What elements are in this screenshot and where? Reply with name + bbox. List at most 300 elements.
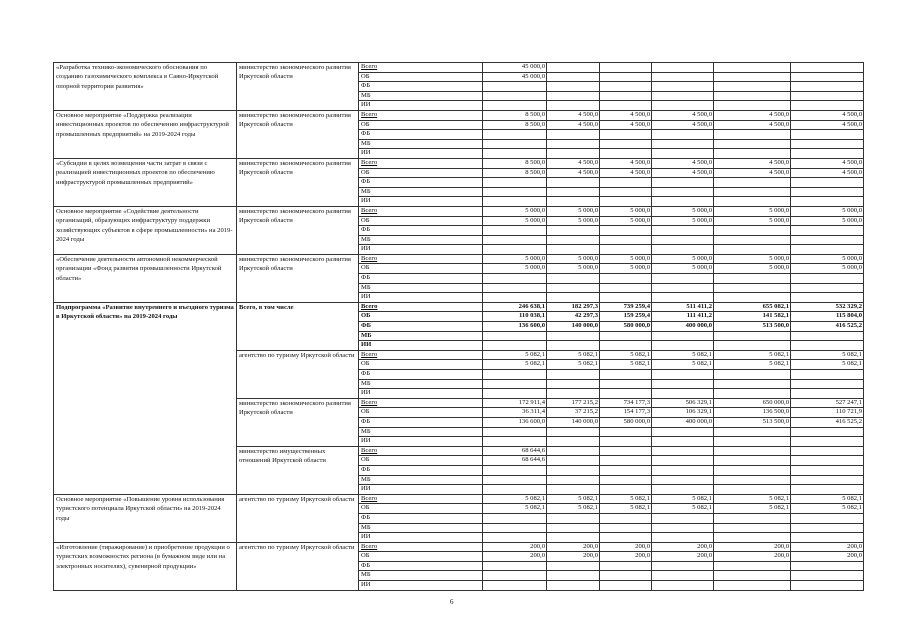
amount-cell	[791, 91, 864, 101]
amount-cell	[714, 149, 791, 159]
amount-cell	[791, 379, 864, 389]
amount-cell	[483, 82, 547, 92]
amount-cell	[714, 485, 791, 495]
amount-cell	[791, 293, 864, 303]
amount-cell	[714, 101, 791, 111]
executor-cell: агентство по туризму Иркутской области	[237, 494, 359, 542]
funding-source-cell: МБ	[359, 571, 483, 581]
amount-cell	[714, 379, 791, 389]
funding-source-cell: Всего	[359, 110, 483, 120]
amount-cell	[714, 197, 791, 207]
amount-cell	[791, 513, 864, 523]
amount-cell	[714, 91, 791, 101]
amount-cell	[791, 427, 864, 437]
amount-cell	[547, 341, 600, 351]
amount-cell	[547, 456, 600, 466]
executor-cell: министерство экономического развития Иркутской области	[237, 206, 359, 254]
amount-cell: 5 000,0	[714, 206, 791, 216]
amount-cell: 141 582,1	[714, 312, 791, 322]
amount-cell: 5 000,0	[600, 264, 652, 274]
executor-cell: Всего, в том числе	[237, 302, 359, 350]
amount-cell: 5 000,0	[652, 264, 714, 274]
amount-cell: 5 082,1	[600, 504, 652, 514]
amount-cell: 5 082,1	[714, 350, 791, 360]
activity-description: «Обеспечение деятельности автономной некоммерческой организации «Фонд развития промышленности Иркутской области»	[54, 254, 237, 302]
table-body	[54, 63, 864, 591]
amount-cell: 200,0	[483, 542, 547, 552]
amount-cell	[483, 561, 547, 571]
amount-cell: 4 500,0	[791, 168, 864, 178]
funding-source-cell: ФБ	[359, 561, 483, 571]
funding-source-cell: ОБ	[359, 552, 483, 562]
amount-cell: 5 000,0	[714, 264, 791, 274]
amount-cell: 400 000,0	[652, 322, 714, 332]
amount-cell	[714, 235, 791, 245]
amount-cell: 4 500,0	[652, 110, 714, 120]
amount-cell	[547, 437, 600, 447]
amount-cell	[652, 341, 714, 351]
amount-cell	[483, 389, 547, 399]
amount-cell: 655 082,1	[714, 302, 791, 312]
amount-cell	[547, 533, 600, 543]
amount-cell	[791, 571, 864, 581]
amount-cell: 37 215,2	[547, 408, 600, 418]
amount-cell	[483, 523, 547, 533]
table-row	[54, 302, 864, 312]
funding-source-cell: МБ	[359, 475, 483, 485]
amount-cell	[652, 379, 714, 389]
amount-cell	[714, 513, 791, 523]
activity-description: Основное мероприятие «Повышение уровня использования туристского потенциала Иркутской области» на 2019-2024 годы	[54, 494, 237, 542]
funding-source-cell: ИИ	[359, 533, 483, 543]
table-row	[54, 542, 864, 552]
amount-cell	[652, 437, 714, 447]
amount-cell	[652, 283, 714, 293]
amount-cell	[547, 523, 600, 533]
amount-cell: 5 000,0	[652, 254, 714, 264]
amount-cell	[600, 427, 652, 437]
funding-source-cell: ФБ	[359, 226, 483, 236]
amount-cell: 5 082,1	[791, 504, 864, 514]
amount-cell	[600, 475, 652, 485]
funding-source-cell: ИИ	[359, 197, 483, 207]
funding-source-cell: Всего	[359, 63, 483, 73]
amount-cell	[483, 139, 547, 149]
amount-cell	[652, 513, 714, 523]
amount-cell	[600, 389, 652, 399]
amount-cell: 4 500,0	[791, 110, 864, 120]
amount-cell	[714, 139, 791, 149]
amount-cell	[791, 197, 864, 207]
funding-source-cell: МБ	[359, 91, 483, 101]
amount-cell: 5 082,1	[600, 350, 652, 360]
funding-source-cell: ИИ	[359, 101, 483, 111]
amount-cell: 200,0	[547, 542, 600, 552]
funding-source-cell: ОБ	[359, 456, 483, 466]
amount-cell	[791, 485, 864, 495]
amount-cell	[714, 72, 791, 82]
amount-cell: 5 082,1	[547, 494, 600, 504]
amount-cell: 172 911,4	[483, 398, 547, 408]
amount-cell	[547, 571, 600, 581]
funding-source-cell: ФБ	[359, 513, 483, 523]
amount-cell	[483, 437, 547, 447]
amount-cell	[652, 187, 714, 197]
amount-cell: 8 500,0	[483, 168, 547, 178]
amount-cell	[547, 513, 600, 523]
amount-cell	[547, 101, 600, 111]
executor-cell: агентство по туризму Иркутской области	[237, 350, 359, 398]
amount-cell	[547, 245, 600, 255]
amount-cell: 5 082,1	[483, 350, 547, 360]
amount-cell	[483, 101, 547, 111]
amount-cell: 106 329,1	[652, 408, 714, 418]
amount-cell	[652, 274, 714, 284]
amount-cell	[547, 379, 600, 389]
amount-cell: 5 082,1	[547, 350, 600, 360]
funding-source-cell: ИИ	[359, 341, 483, 351]
amount-cell: 4 500,0	[791, 120, 864, 130]
amount-cell	[600, 370, 652, 380]
amount-cell	[652, 485, 714, 495]
amount-cell	[547, 475, 600, 485]
funding-source-cell: Всего	[359, 158, 483, 168]
amount-cell	[547, 82, 600, 92]
amount-cell	[483, 370, 547, 380]
executor-cell: министерство экономического развития Иркутской области	[237, 110, 359, 158]
amount-cell: 200,0	[714, 542, 791, 552]
amount-cell	[547, 581, 600, 591]
amount-cell: 200,0	[791, 542, 864, 552]
amount-cell	[483, 341, 547, 351]
funding-source-cell: Всего	[359, 206, 483, 216]
amount-cell	[791, 139, 864, 149]
amount-cell	[791, 389, 864, 399]
amount-cell: 532 329,2	[791, 302, 864, 312]
amount-cell: 4 500,0	[652, 120, 714, 130]
amount-cell: 650 000,0	[714, 398, 791, 408]
amount-cell: 5 082,1	[791, 350, 864, 360]
activity-description: «Изготовление (тиражирование) и приобретение продукции о туристских возможностях региона (в бумажном виде или на электронных носителях), сувенирной продукции»	[54, 542, 237, 590]
funding-source-cell: Всего	[359, 302, 483, 312]
funding-source-cell: ОБ	[359, 360, 483, 370]
amount-cell: 136 500,0	[714, 408, 791, 418]
table-row	[54, 158, 864, 168]
executor-cell: министерство экономического развития Иркутской области	[237, 254, 359, 302]
amount-cell	[600, 274, 652, 284]
amount-cell	[600, 178, 652, 188]
amount-cell: 140 000,0	[547, 322, 600, 332]
funding-source-cell: Всего	[359, 398, 483, 408]
amount-cell	[791, 235, 864, 245]
funding-source-cell: МБ	[359, 283, 483, 293]
amount-cell	[714, 475, 791, 485]
amount-cell	[483, 475, 547, 485]
amount-cell	[483, 571, 547, 581]
amount-cell: 4 500,0	[714, 168, 791, 178]
funding-source-cell: МБ	[359, 139, 483, 149]
activity-description: Основное мероприятие «Поддержка реализации инвестиционных проектов по обеспечению инфраструктурой промышленных предприятий» на 2019-2024 годы	[54, 110, 237, 158]
funding-source-cell: ИИ	[359, 149, 483, 159]
amount-cell	[600, 341, 652, 351]
amount-cell: 4 500,0	[714, 110, 791, 120]
amount-cell: 200,0	[791, 552, 864, 562]
amount-cell	[652, 389, 714, 399]
amount-cell: 5 000,0	[600, 216, 652, 226]
amount-cell: 8 500,0	[483, 120, 547, 130]
amount-cell: 5 082,1	[600, 494, 652, 504]
funding-source-cell: Всего	[359, 350, 483, 360]
amount-cell: 177 215,2	[547, 398, 600, 408]
amount-cell	[600, 149, 652, 159]
amount-cell: 5 000,0	[652, 206, 714, 216]
amount-cell: 42 297,3	[547, 312, 600, 322]
amount-cell: 5 082,1	[547, 360, 600, 370]
amount-cell	[652, 561, 714, 571]
amount-cell: 4 500,0	[547, 110, 600, 120]
amount-cell	[547, 283, 600, 293]
amount-cell	[714, 437, 791, 447]
amount-cell: 5 000,0	[791, 206, 864, 216]
amount-cell	[547, 485, 600, 495]
amount-cell: 4 500,0	[600, 158, 652, 168]
amount-cell	[714, 571, 791, 581]
amount-cell	[714, 331, 791, 341]
amount-cell	[791, 523, 864, 533]
amount-cell	[714, 187, 791, 197]
funding-source-cell: ОБ	[359, 168, 483, 178]
amount-cell	[652, 245, 714, 255]
amount-cell	[652, 581, 714, 591]
amount-cell	[714, 130, 791, 140]
amount-cell	[652, 331, 714, 341]
amount-cell	[600, 523, 652, 533]
executor-cell: министерство экономического развития Иркутской области	[237, 63, 359, 111]
amount-cell	[652, 465, 714, 475]
amount-cell	[652, 370, 714, 380]
amount-cell	[600, 465, 652, 475]
amount-cell: 68 644,6	[483, 446, 547, 456]
amount-cell	[714, 389, 791, 399]
amount-cell	[714, 533, 791, 543]
amount-cell	[600, 82, 652, 92]
amount-cell	[600, 456, 652, 466]
amount-cell: 513 500,0	[714, 322, 791, 332]
amount-cell: 5 000,0	[652, 216, 714, 226]
amount-cell: 200,0	[483, 552, 547, 562]
amount-cell	[547, 149, 600, 159]
funding-source-cell: ФБ	[359, 322, 483, 332]
funding-source-cell: ОБ	[359, 408, 483, 418]
amount-cell	[791, 72, 864, 82]
amount-cell	[714, 63, 791, 73]
amount-cell	[600, 72, 652, 82]
amount-cell	[547, 139, 600, 149]
amount-cell: 416 525,2	[791, 322, 864, 332]
amount-cell	[547, 178, 600, 188]
amount-cell	[652, 571, 714, 581]
amount-cell	[483, 178, 547, 188]
amount-cell	[652, 149, 714, 159]
amount-cell: 115 804,0	[791, 312, 864, 322]
amount-cell: 4 500,0	[547, 168, 600, 178]
amount-cell	[547, 130, 600, 140]
amount-cell: 4 500,0	[600, 110, 652, 120]
funding-source-cell: ИИ	[359, 293, 483, 303]
funding-source-cell: ОБ	[359, 312, 483, 322]
amount-cell	[652, 226, 714, 236]
funding-source-cell: ФБ	[359, 370, 483, 380]
funding-source-cell: Всего	[359, 446, 483, 456]
amount-cell	[600, 187, 652, 197]
amount-cell	[791, 178, 864, 188]
amount-cell	[547, 331, 600, 341]
amount-cell	[791, 475, 864, 485]
amount-cell: 200,0	[547, 552, 600, 562]
amount-cell: 110 721,9	[791, 408, 864, 418]
amount-cell: 5 082,1	[652, 350, 714, 360]
amount-cell	[547, 465, 600, 475]
amount-cell	[714, 82, 791, 92]
amount-cell: 5 082,1	[714, 504, 791, 514]
amount-cell	[483, 331, 547, 341]
amount-cell: 4 500,0	[714, 120, 791, 130]
funding-source-cell: МБ	[359, 523, 483, 533]
amount-cell: 36 311,4	[483, 408, 547, 418]
amount-cell	[714, 178, 791, 188]
amount-cell	[714, 274, 791, 284]
amount-cell	[600, 139, 652, 149]
amount-cell	[547, 197, 600, 207]
amount-cell: 5 082,1	[791, 494, 864, 504]
amount-cell	[652, 63, 714, 73]
amount-cell: 5 000,0	[547, 254, 600, 264]
amount-cell: 5 082,1	[652, 504, 714, 514]
amount-cell	[483, 379, 547, 389]
amount-cell	[600, 561, 652, 571]
amount-cell	[791, 437, 864, 447]
amount-cell	[600, 485, 652, 495]
amount-cell: 200,0	[652, 552, 714, 562]
funding-source-cell: ИИ	[359, 389, 483, 399]
amount-cell: 5 082,1	[791, 360, 864, 370]
amount-cell: 5 000,0	[791, 264, 864, 274]
table-row	[54, 494, 864, 504]
amount-cell: 5 000,0	[714, 216, 791, 226]
amount-cell	[791, 245, 864, 255]
amount-cell: 506 329,1	[652, 398, 714, 408]
funding-source-cell: ИИ	[359, 245, 483, 255]
amount-cell: 246 638,1	[483, 302, 547, 312]
amount-cell	[791, 370, 864, 380]
amount-cell	[652, 91, 714, 101]
amount-cell	[714, 283, 791, 293]
amount-cell	[791, 331, 864, 341]
amount-cell: 140 000,0	[547, 417, 600, 427]
amount-cell: 8 500,0	[483, 158, 547, 168]
funding-source-cell: Всего	[359, 494, 483, 504]
amount-cell: 5 082,1	[652, 494, 714, 504]
amount-cell	[483, 226, 547, 236]
amount-cell	[547, 370, 600, 380]
amount-cell	[791, 341, 864, 351]
amount-cell	[600, 437, 652, 447]
funding-source-cell: МБ	[359, 379, 483, 389]
amount-cell	[600, 331, 652, 341]
amount-cell	[600, 571, 652, 581]
funding-source-cell: МБ	[359, 427, 483, 437]
amount-cell	[600, 446, 652, 456]
amount-cell	[791, 130, 864, 140]
amount-cell	[483, 130, 547, 140]
amount-cell	[483, 485, 547, 495]
amount-cell: 8 500,0	[483, 110, 547, 120]
amount-cell: 5 082,1	[547, 504, 600, 514]
amount-cell	[791, 101, 864, 111]
amount-cell	[483, 187, 547, 197]
amount-cell	[714, 370, 791, 380]
amount-cell	[791, 465, 864, 475]
amount-cell	[714, 456, 791, 466]
amount-cell	[483, 427, 547, 437]
amount-cell	[714, 293, 791, 303]
amount-cell: 4 500,0	[791, 158, 864, 168]
amount-cell	[547, 561, 600, 571]
funding-table	[53, 62, 864, 591]
amount-cell	[791, 274, 864, 284]
amount-cell	[600, 91, 652, 101]
amount-cell: 580 000,0	[600, 322, 652, 332]
funding-source-cell: ОБ	[359, 216, 483, 226]
amount-cell	[652, 293, 714, 303]
amount-cell: 68 644,6	[483, 456, 547, 466]
funding-source-cell: МБ	[359, 331, 483, 341]
amount-cell: 5 082,1	[483, 360, 547, 370]
amount-cell	[791, 446, 864, 456]
amount-cell: 5 000,0	[483, 264, 547, 274]
amount-cell: 5 082,1	[483, 504, 547, 514]
amount-cell	[483, 149, 547, 159]
table-row	[54, 110, 864, 120]
amount-cell: 734 177,3	[600, 398, 652, 408]
amount-cell	[547, 63, 600, 73]
activity-description: Основное мероприятие «Содействие деятельности организаций, образующих инфраструктуру поддержки хозяйствующих субъектов в сфере промышленности» на 2019-2024 годы	[54, 206, 237, 254]
amount-cell	[600, 101, 652, 111]
amount-cell	[791, 63, 864, 73]
amount-cell: 739 259,4	[600, 302, 652, 312]
amount-cell	[791, 533, 864, 543]
amount-cell: 5 082,1	[714, 494, 791, 504]
amount-cell: 5 082,1	[714, 360, 791, 370]
amount-cell: 5 082,1	[652, 360, 714, 370]
amount-cell	[483, 465, 547, 475]
amount-cell	[483, 197, 547, 207]
amount-cell: 5 000,0	[791, 254, 864, 264]
amount-cell: 4 500,0	[652, 158, 714, 168]
amount-cell	[547, 446, 600, 456]
amount-cell: 5 082,1	[600, 360, 652, 370]
amount-cell	[714, 561, 791, 571]
amount-cell	[600, 63, 652, 73]
amount-cell: 513 500,0	[714, 417, 791, 427]
amount-cell	[652, 139, 714, 149]
amount-cell	[483, 91, 547, 101]
amount-cell	[791, 283, 864, 293]
amount-cell: 5 000,0	[714, 254, 791, 264]
amount-cell: 5 000,0	[791, 216, 864, 226]
funding-source-cell: ОБ	[359, 120, 483, 130]
funding-source-cell: ФБ	[359, 82, 483, 92]
